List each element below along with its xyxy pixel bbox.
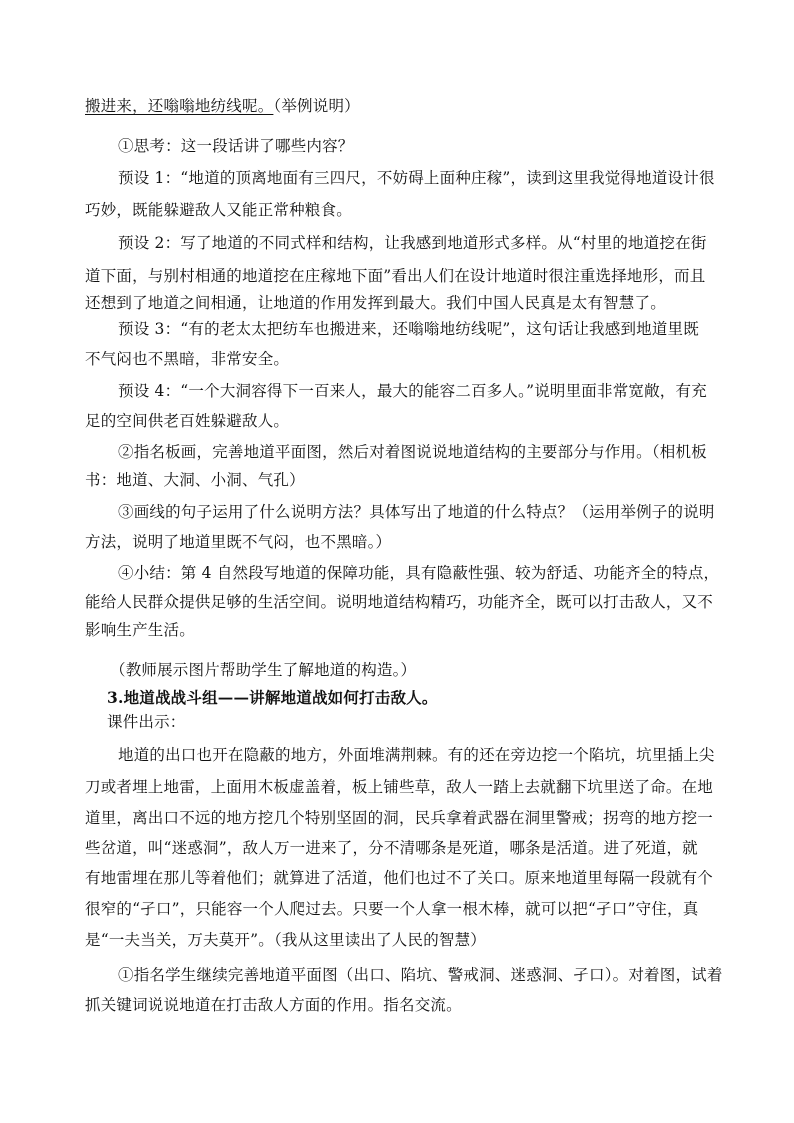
text-line-13: 书：地道、大洞、小洞、气孔） — [85, 471, 305, 489]
text-line-9: 不气闷也不黑暗，非常安全。 — [85, 350, 290, 368]
text-line-18: 影响生产生活。 — [85, 621, 195, 639]
text-line-16: ④小结：第 4 自然段写地道的保障功能，具有隐蔽性强、较为舒适、功能齐全的特点， — [118, 564, 720, 582]
text-line-1 — [85, 96, 360, 116]
text-line-14: ③画线的句子运用了什么说明方法？具体写出了地道的什么特点？（运用举例子的说明 — [118, 503, 715, 521]
text-line-27: 很窄的“孑口”，只能容一个人爬过去。只要一个人拿一根木棒，就可以把“孑口”守住，真 — [85, 900, 699, 918]
section-heading: 3.地道战战斗组——讲解地道战如何打击敌人。 — [107, 688, 438, 707]
text-line-4: 巧妙，既能躲避敌人又能正常种粮食。 — [85, 201, 352, 219]
text-line-25: 些岔道，叫“迷惑洞”，敌人万一进来了，分不清哪条是死道，哪条是活道。进了死道，就 — [85, 839, 698, 857]
text-line-29: ①指名学生继续完善地道平面图（出口、陷坑、警戒洞、迷惑洞、孑口）。对着图，试着 — [118, 966, 723, 984]
note-example: （举例说明） — [273, 97, 360, 115]
text-line-19: （教师展示图片帮助学生了解地道的构造。） — [110, 661, 417, 679]
text-line-17: 能给人民群众提供足够的生活空间。说明地道结构精巧，功能齐全，既可以打击敌人，又不 — [85, 593, 714, 611]
text-line-28: 是“一夫当关，万夫莫开”。（我从这里读出了人民的智慧） — [85, 931, 486, 949]
text-line-12: ②指名板画，完善地道平面图，然后对着图说说地道结构的主要部分与作用。（相机板 — [118, 443, 707, 461]
text-line-2: ①思考：这一段话讲了哪些内容？ — [118, 137, 354, 155]
text-line-10: 预设 4：“一个大洞容得下一百来人，最大的能容二百多人。”说明里面非常宽敞，有充 — [118, 382, 707, 400]
text-line-22: 地道的出口也开在隐蔽的地方，外面堆满荆棘。有的还在旁边挖一个陷坑，坑里插上尖 — [118, 746, 715, 764]
text-line-6: 道下面，与别村相通的地道挖在庄稼地下面”看出人们在设计地道时很注重选择地形，而且 — [85, 267, 706, 285]
text-line-24: 道里，离出口不远的地方挖几个特别坚固的洞，民兵拿着武器在洞里警戒；拐弯的地方挖一 — [85, 809, 714, 827]
text-line-26: 有地雷埋在那儿等着他们；就算进了活道，他们也过不了关口。原来地道里每隔一段就有个 — [85, 869, 714, 887]
text-line-21: 课件出示： — [107, 713, 186, 731]
text-line-3: 预设 1：“地道的顶离地面有三四尺，不妨碍上面种庄稼”，读到这里我觉得地道设计很 — [118, 169, 715, 187]
text-line-11: 足的空间供老百姓躲避敌人。 — [85, 412, 290, 430]
text-line-7: 还想到了地道之间相通，让地道的作用发挥到最大。我们中国人民真是太有智慧了。 — [85, 294, 666, 312]
text-line-5: 预设 2：写了地道的不同式样和结构，让我感到地道形式多样。从“村里的地道挖在街 — [118, 234, 707, 252]
underlined-sentence: 搬进来，还嗡嗡地纺线呢。 — [85, 97, 274, 115]
text-line-8: 预设 3：“有的老太太把纺车也搬进来，还嗡嗡地纺线呢”，这句话让我感到地道里既 — [118, 320, 699, 338]
text-line-23: 刀或者埋上地雷，上面用木板虚盖着，板上铺些草，敌人一踏上去就翻下坑里送了命。在地 — [85, 778, 714, 796]
text-line-30: 抓关键词说说地道在打击敌人方面的作用。指名交流。 — [85, 996, 462, 1014]
text-line-15: 方法，说明了地道里既不气闷，也不黑暗。） — [85, 533, 392, 551]
